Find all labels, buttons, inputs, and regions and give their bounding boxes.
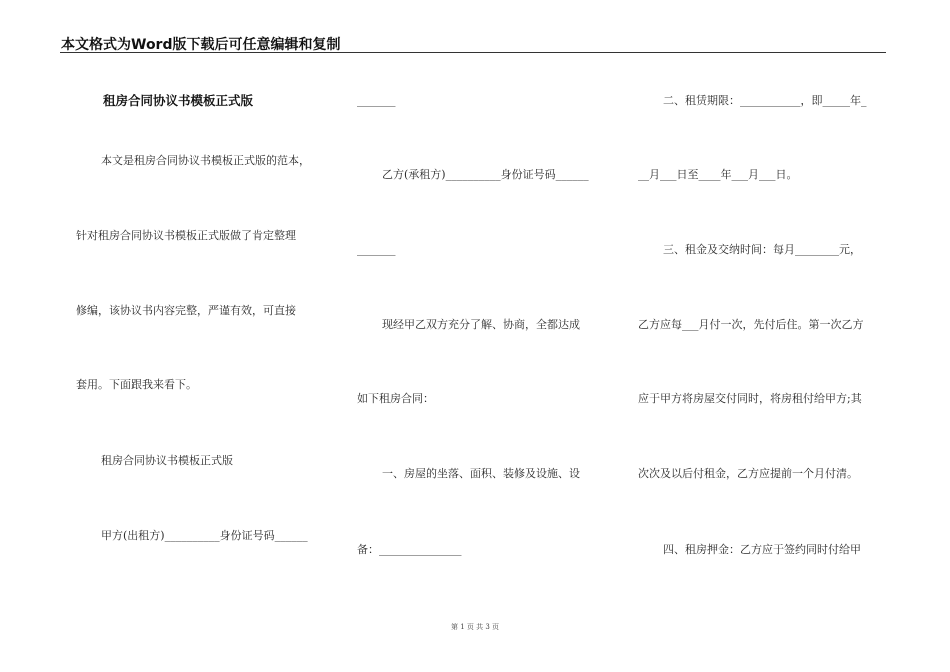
text-line: 次次及以后付租金，乙方应提前一个月付清。	[638, 467, 858, 480]
document-banner: 本文格式为Word版下载后可任意编辑和复制	[61, 37, 341, 53]
text-line: 修编，该协议书内容完整，严谨有效，可直接	[76, 304, 296, 317]
party-a-line: 甲方(出租方)__________身份证号码______	[101, 529, 308, 542]
text-column-1	[76, 0, 326, 672]
text-line: __月___日至____年___月___日。	[638, 168, 798, 181]
party-b-line: 乙方(承租方)__________身份证号码______	[382, 168, 589, 181]
text-line: 乙方应每___月付一次，先付后住。第一次乙方	[638, 318, 864, 331]
clause-one-line: 一、房屋的坐落、面积、装修及设施、设	[382, 467, 580, 480]
blank-line: _______	[357, 94, 396, 107]
clause-two-line: 二、租赁期限：___________，即_____年_	[663, 94, 867, 107]
text-line: 现经甲乙双方充分了解、协商，全都达成	[382, 318, 580, 331]
clause-four-line: 四、租房押金：乙方应于签约同时付给甲	[663, 543, 861, 556]
text-column-2	[357, 0, 607, 672]
blank-line: _______	[357, 243, 396, 256]
clause-three-line: 三、租金及交纳时间：每月________元，	[663, 243, 861, 256]
subheading-line: 租房合同协议书模板正式版	[101, 454, 233, 467]
text-line: 应于甲方将房屋交付同时，将房租付给甲方;其	[638, 392, 862, 405]
text-column-3	[638, 0, 888, 672]
text-line: 备：_______________	[357, 543, 462, 556]
text-line: 如下租房合同：	[357, 392, 434, 405]
text-line: 针对租房合同协议书模板正式版做了肯定整理	[76, 229, 296, 242]
text-line: 套用。下面跟我来看下。	[76, 378, 197, 391]
page-number: 第 1 页 共 3 页	[450, 623, 500, 631]
text-line: 本文是租房合同协议书模板正式版的范本，	[101, 154, 310, 167]
document-title: 租房合同协议书模板正式版	[103, 93, 254, 108]
